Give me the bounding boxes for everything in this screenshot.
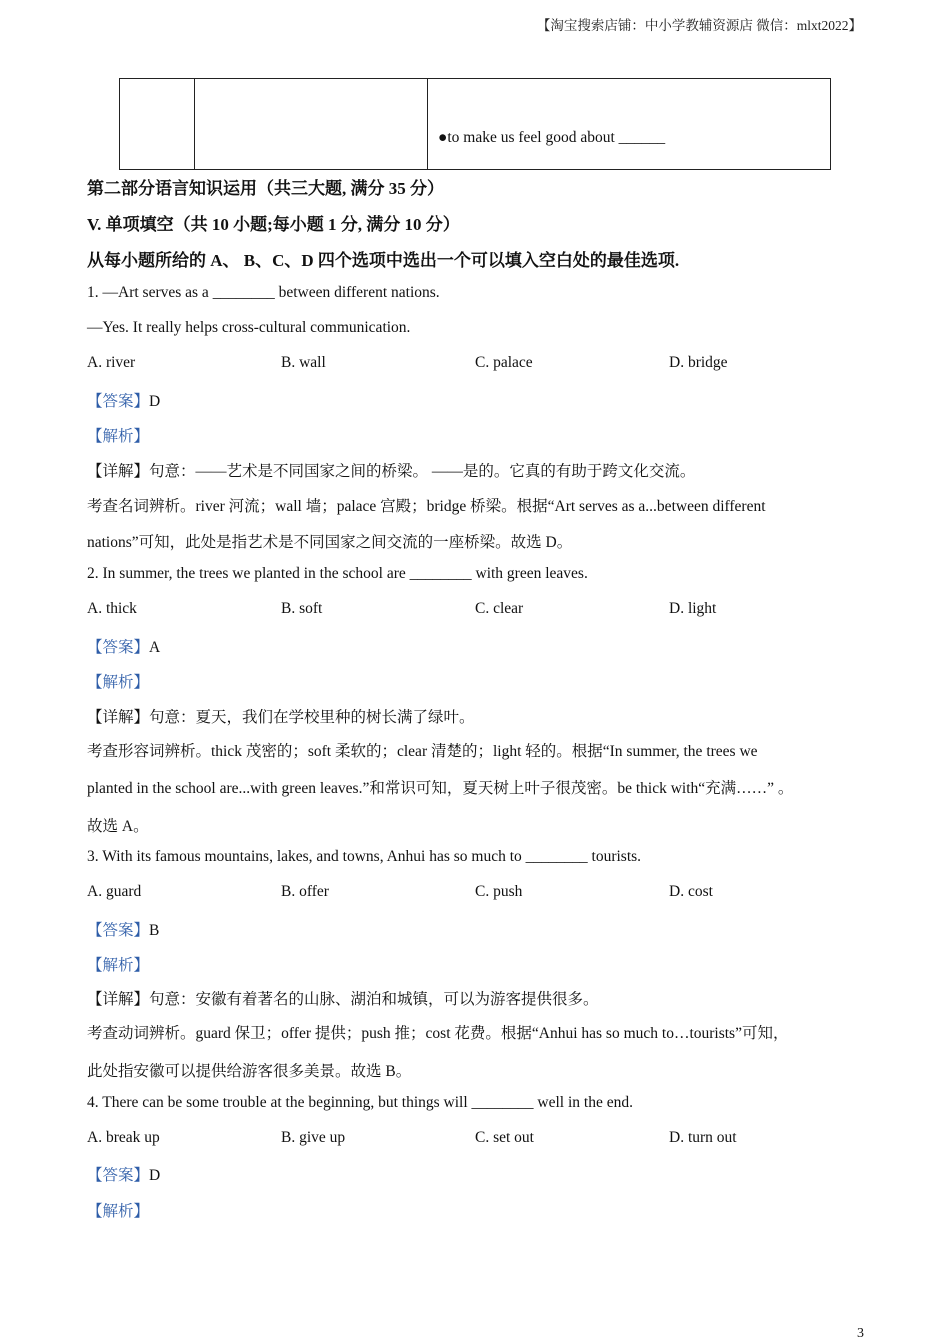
answer-value: D xyxy=(149,393,161,410)
option-c: C. palace xyxy=(475,354,533,371)
header-note: 【淘宝搜索店铺：中小学教辅资源店 微信：mlxt2022】 xyxy=(536,18,862,33)
detail-text: 【详解】句意：——艺术是不同国家之间的桥梁。 ——是的。它真的有助于跨文化交流。 xyxy=(87,463,696,480)
answer-label: 【答案】 xyxy=(87,393,150,410)
option-d: D. turn out xyxy=(669,1129,737,1146)
page-number: 3 xyxy=(857,1326,864,1341)
option-a: A. thick xyxy=(87,600,137,617)
answer-value: A xyxy=(149,639,161,656)
explanation-line-2: 此处指安徽可以提供给游客很多美景。故选 B。 xyxy=(87,1063,412,1080)
explanation-line-3: 故选 A。 xyxy=(87,818,149,835)
explanation-line-1: 考查动词辨析。guard 保卫；offer 提供；push 推；cost 花费。根据“Anhui has so much to…tourists”可知， xyxy=(87,1025,789,1042)
analysis-label: 【解析】 xyxy=(87,428,150,445)
option-c: C. push xyxy=(475,883,523,900)
explanation-line-2: planted in the school are...with green leaves.”和常识可知，夏天树上叶子很茂密。be thick with“充满……” 。 xyxy=(87,780,794,797)
table-cell-2 xyxy=(195,79,428,170)
option-a: A. river xyxy=(87,354,136,371)
answer-line xyxy=(87,1163,160,1185)
instruction: 从每小题所给的 A、 B、C、D 四个选项中选出一个可以填入空白处的最佳选项. xyxy=(87,251,680,270)
answer-label: 【答案】 xyxy=(87,922,150,939)
option-b: B. wall xyxy=(281,354,326,371)
part2-title: 第二部分语言知识运用（共三大题, 满分 35 分） xyxy=(87,179,444,198)
option-b: B. offer xyxy=(281,883,329,900)
answer-line xyxy=(87,389,160,411)
detail-text: 【详解】句意：夏天，我们在学校里种的树长满了绿叶。 xyxy=(87,709,475,726)
option-c: C. clear xyxy=(475,600,524,617)
option-d: D. cost xyxy=(669,883,713,900)
explanation-line-1: 考查形容词辨析。thick 茂密的；soft 柔软的；clear 清楚的；light 轻的。根据“In summer, the trees we xyxy=(87,743,758,760)
section5-title: V. 单项填空（共 10 小题;每小题 1 分, 满分 10 分） xyxy=(87,215,460,234)
analysis-label: 【解析】 xyxy=(87,1203,150,1220)
answer-value: D xyxy=(149,1167,161,1184)
answer-label: 【答案】 xyxy=(87,639,150,656)
option-b: B. soft xyxy=(281,600,323,617)
option-b: B. give up xyxy=(281,1129,346,1146)
answer-line xyxy=(87,635,160,657)
explanation-line-2: nations”可知，此处是指艺术是不同国家之间交流的一座桥梁。故选 D。 xyxy=(87,534,573,551)
option-c: C. set out xyxy=(475,1129,534,1146)
option-d: D. bridge xyxy=(669,354,728,371)
option-a: A. guard xyxy=(87,883,142,900)
analysis-label: 【解析】 xyxy=(87,674,150,691)
question-stem: 4. There can be some trouble at the beginning, but things will ________ well in the end. xyxy=(87,1094,633,1111)
answer-value: B xyxy=(149,922,160,939)
question-stem: 2. In summer, the trees we planted in the school are ________ with green leaves. xyxy=(87,565,588,582)
answer-line xyxy=(87,918,159,940)
answer-label: 【答案】 xyxy=(87,1167,150,1184)
table-cell-3 xyxy=(428,79,831,170)
question-stem-2: —Yes. It really helps cross-cultural communication. xyxy=(87,319,411,336)
table-cell-1 xyxy=(120,79,195,170)
question-stem: 1. —Art serves as a ________ between different nations. xyxy=(87,284,440,301)
table-bullet-text: ●to make us feel good about ______ xyxy=(438,129,666,146)
option-a: A. break up xyxy=(87,1129,160,1146)
table-fragment xyxy=(119,78,831,170)
explanation-line-1: 考查名词辨析。river 河流；wall 墙；palace 宫殿；bridge 桥梁。根据“Art serves as a...between different xyxy=(87,498,766,515)
option-d: D. light xyxy=(669,600,717,617)
analysis-label: 【解析】 xyxy=(87,957,150,974)
question-stem: 3. With its famous mountains, lakes, and towns, Anhui has so much to ________ tourists. xyxy=(87,848,642,865)
detail-text: 【详解】句意：安徽有着著名的山脉、湖泊和城镇，可以为游客提供很多。 xyxy=(87,991,599,1008)
